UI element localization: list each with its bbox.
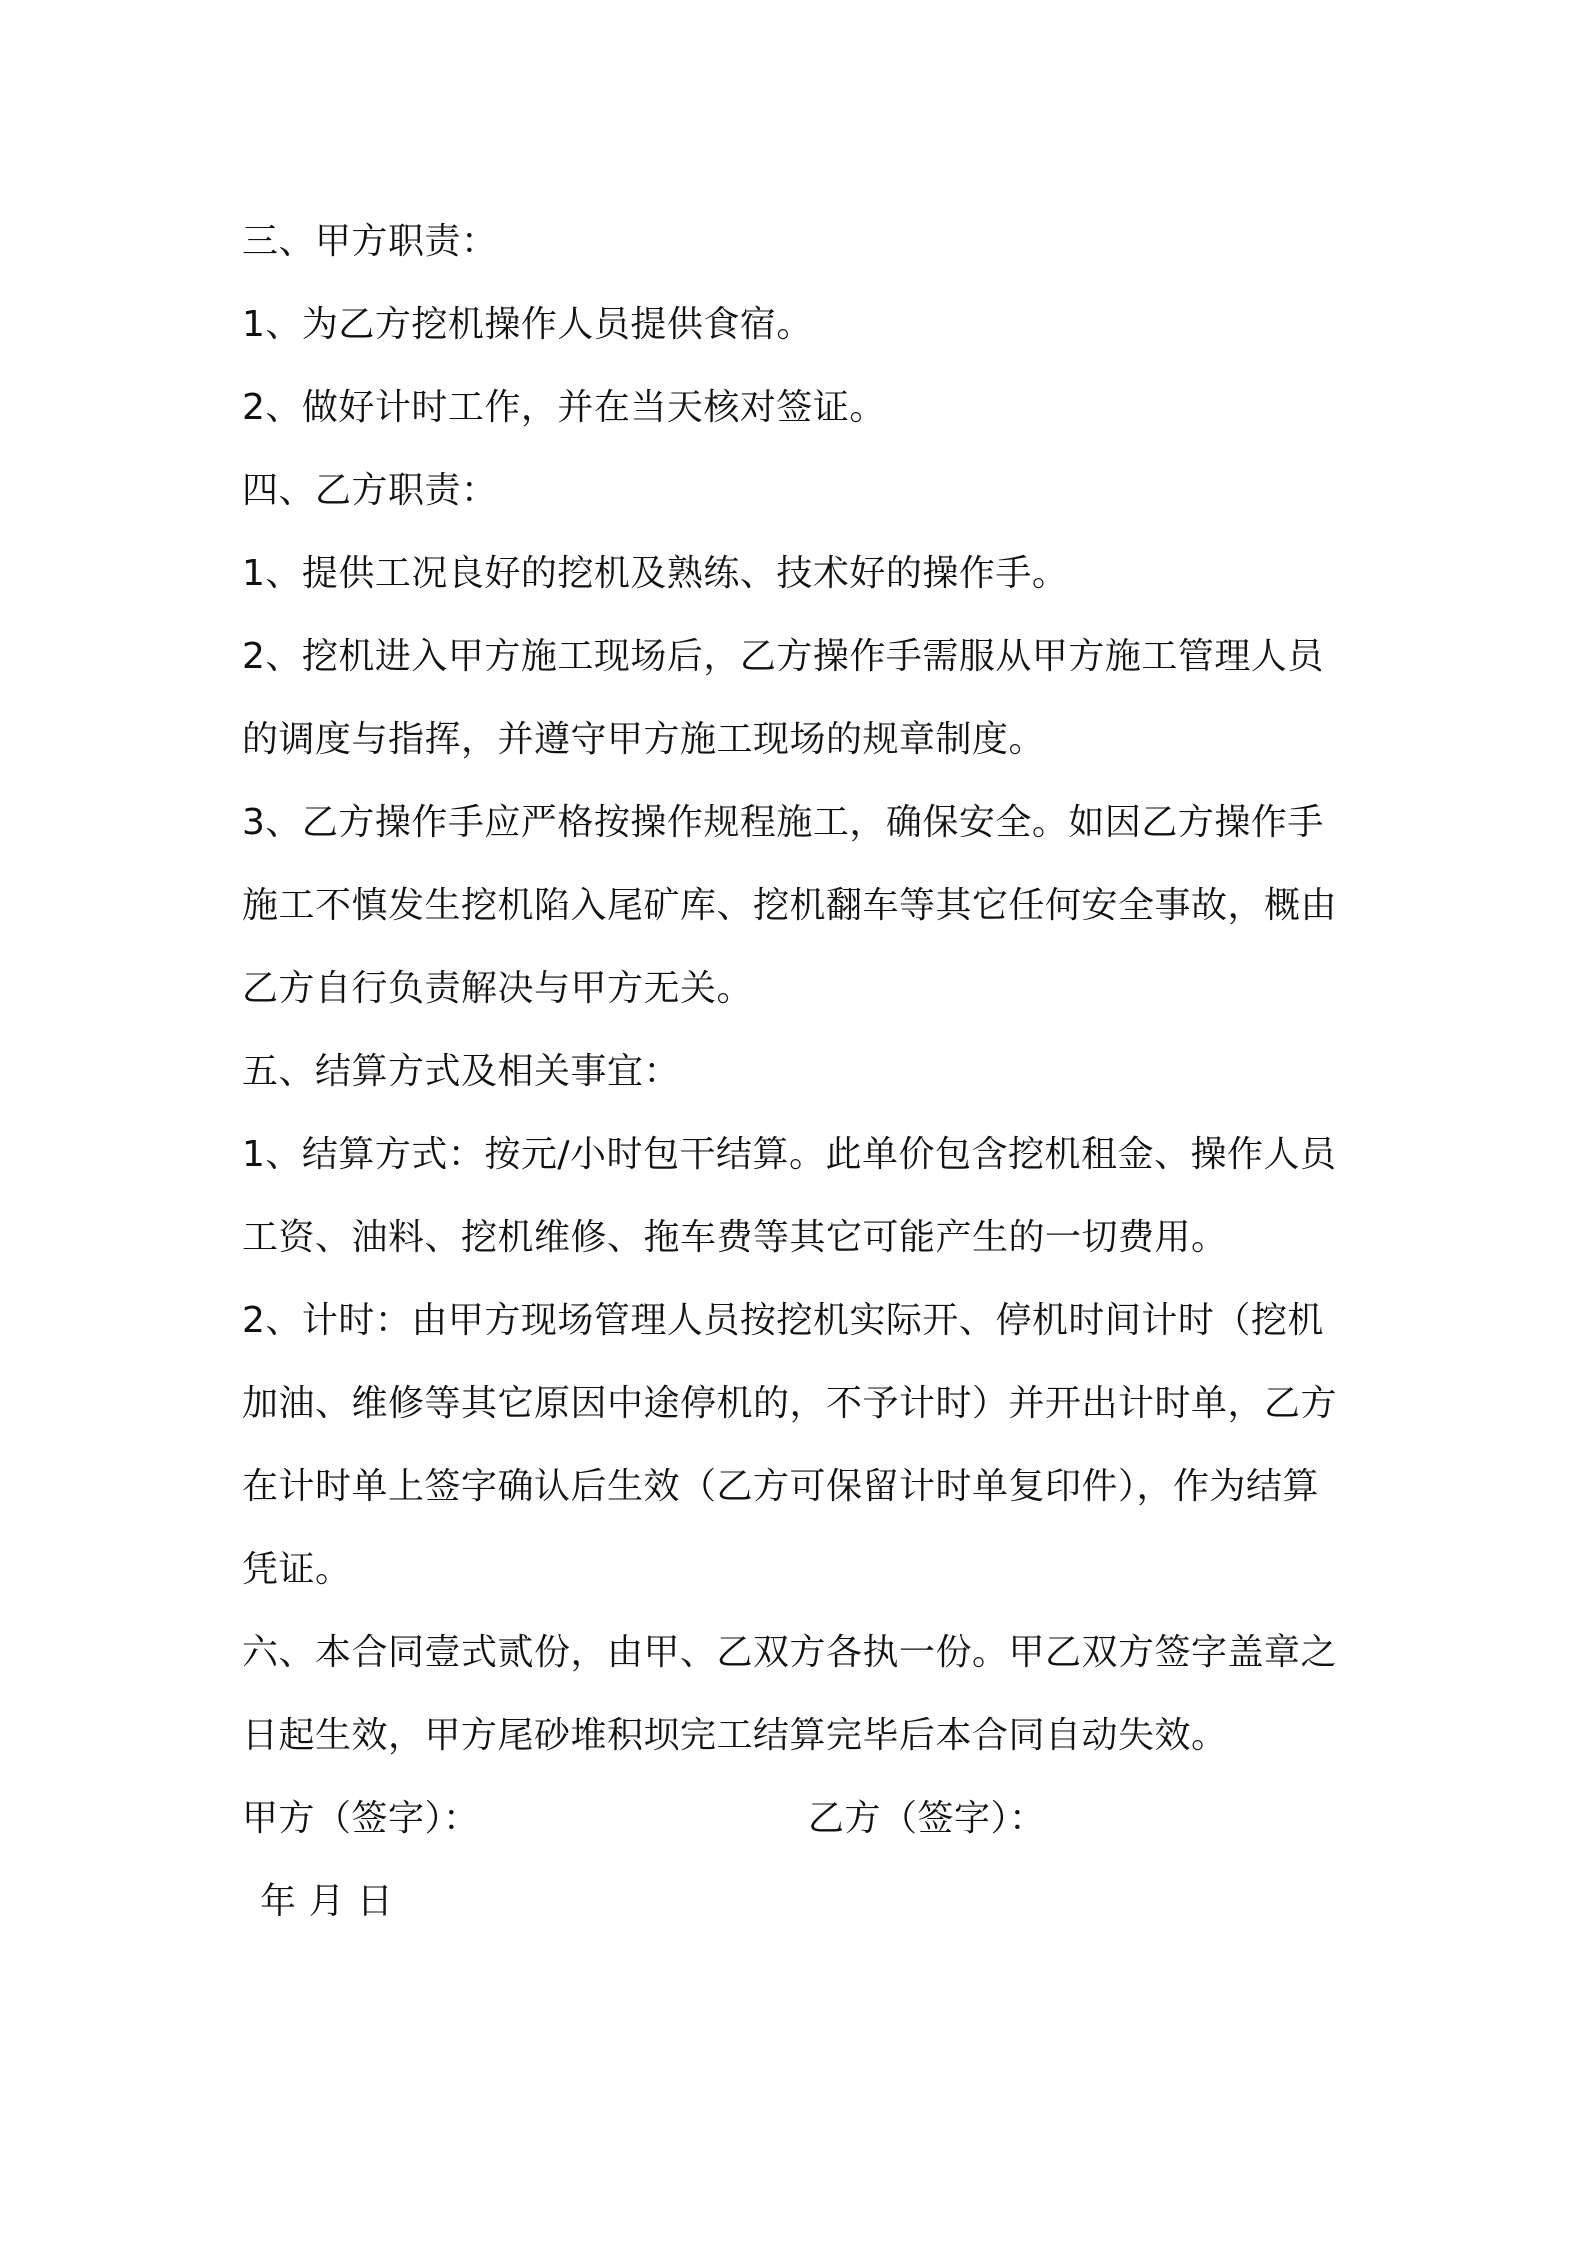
date-line: 年 月 日 (260, 1881, 394, 1922)
party-a-signature-label: 甲方（签字）： (242, 1798, 480, 1839)
section-heading-settlement: 五、结算方式及相关事宜： (242, 1051, 681, 1092)
contract-body (242, 200, 1362, 1943)
signature-row (242, 1777, 1362, 1860)
clause-line: 1、为乙方挖机操作人员提供食宿。 (242, 304, 813, 345)
clause-line: 2、挖机进入甲方施工现场后，乙方操作手需服从甲方施工管理人员 (242, 636, 1324, 677)
section-heading-party-a-duties: 三、甲方职责： (242, 221, 498, 262)
section-heading-copies: 六、本合同壹式贰份，由甲、乙双方各执一份。甲乙双方签字盖章之 (242, 1632, 1338, 1673)
clause-line: 乙方自行负责解决与甲方无关。 (242, 968, 754, 1009)
clause-line: 日起生效，甲方尾砂堆积坝完工结算完毕后本合同自动失效。 (242, 1715, 1228, 1756)
section-heading-party-b-duties: 四、乙方职责： (242, 470, 498, 511)
clause-line: 工资、油料、挖机维修、拖车费等其它可能产生的一切费用。 (242, 1217, 1228, 1258)
party-b-signature-label: 乙方（签字）： (808, 1798, 1046, 1839)
clause-line: 2、计时：由甲方现场管理人员按挖机实际开、停机时间计时（挖机 (242, 1300, 1324, 1341)
clause-line: 的调度与指挥，并遵守甲方施工现场的规章制度。 (242, 719, 1046, 760)
clause-line: 施工不慎发生挖机陷入尾矿库、挖机翻车等其它任何安全事故，概由 (242, 885, 1338, 926)
clause-line: 2、做好计时工作，并在当天核对签证。 (242, 387, 886, 428)
clause-line: 1、提供工况良好的挖机及熟练、技术好的操作手。 (242, 553, 1069, 594)
clause-line: 凭证。 (242, 1549, 352, 1590)
clause-line: 1、结算方式：按元/小时包干结算。此单价包含挖机租金、操作人员 (242, 1134, 1337, 1175)
clause-line: 加油、维修等其它原因中途停机的，不予计时）并开出计时单，乙方 (242, 1383, 1338, 1424)
clause-line: 3、乙方操作手应严格按操作规程施工，确保安全。如因乙方操作手 (242, 802, 1324, 843)
clause-line: 在计时单上签字确认后生效（乙方可保留计时单复印件），作为结算 (242, 1466, 1320, 1507)
